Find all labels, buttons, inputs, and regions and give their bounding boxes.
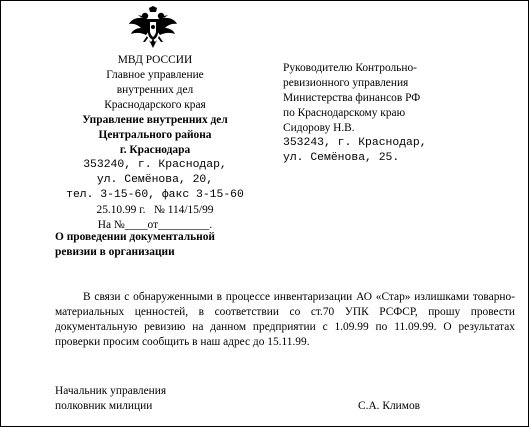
double-headed-eagle-emblem-icon [128,6,178,50]
signatory-position-line-2: полковник милиции [55,400,153,412]
ministry-name: МВД РОССИИ [117,54,193,66]
department-line-3: Краснодарского края [104,99,206,111]
recipient-line-4: по Краснодарскому краю [283,107,406,119]
signatory-position-line-1: Начальник управления [55,385,167,397]
reply-to-reference: На №____от_________. [97,219,213,231]
body-text: В связи с обнаруженными в процессе инвентаризации АО «Стар» излишками товарно-материальных ценностей, в соответствии со ст.70 УПК РСФСР, прошу провести документальную ревизию на данном предприятии с 1.09.99 по 11.09.99. О результатах проверки просим сообщить в наш адрес до 15.11.99. [55,291,515,348]
sender-address-line-1: 353240, г. Краснодар, [83,159,227,171]
signatory-name: С.А. Климов [358,400,421,412]
recipient-line-2: ревизионного управления [283,77,409,89]
letter-body [55,290,515,350]
signatory-position [55,384,166,414]
sender-address-line-2: ул. Семёнова, 20, [96,174,214,186]
recipient-address-line-1: 353243, г. Краснодар, [283,137,427,149]
sender-unit-line-1: Управление внутренних дел [82,114,228,126]
department-line-2: внутренних дел [116,84,194,96]
subject-line-1: О проведении документальной [55,231,215,243]
department-line-1: Главное управление [106,69,204,81]
sender-block [55,53,255,233]
recipient-name: Сидорову Н.В. [283,122,355,134]
sender-phone-fax: тел. 3-15-60, факс 3-15-60 [66,189,244,201]
recipient-line-3: Министерства финансов РФ [283,92,421,104]
date-and-number: 25.10.99 г. № 114/15/99 [96,204,214,216]
recipient-line-1: Руководителю Контрольно- [283,62,417,74]
recipient-address-line-2: ул. Семёнова, 25. [283,152,400,164]
sender-unit-line-2: Центрального района [98,129,212,141]
sender-unit-line-3: г. Краснодара [119,144,191,156]
letter-subject [55,230,265,260]
recipient-block [283,61,513,166]
subject-line-2: ревизии в организации [55,246,175,258]
